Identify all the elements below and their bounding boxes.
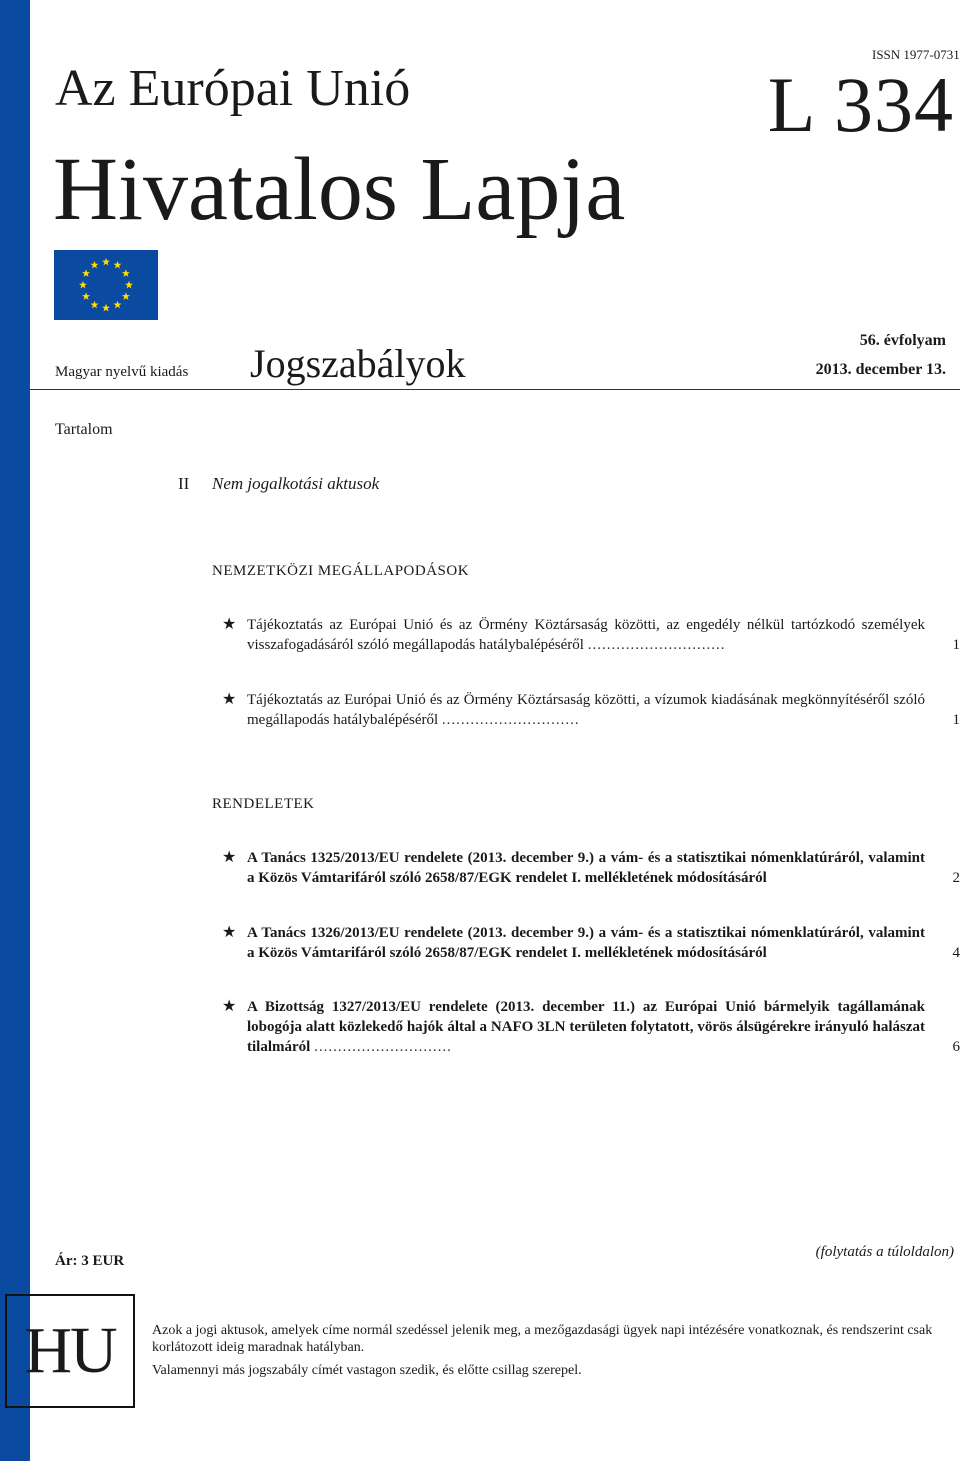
category-title: RENDELETEK xyxy=(212,796,315,812)
contents-label: Tartalom xyxy=(55,421,113,438)
issn: ISSN 1977-0731 xyxy=(872,47,960,62)
contents-entry[interactable] xyxy=(222,997,960,1057)
entry-title[interactable]: Tájékoztatás az Európai Unió és az Örmény Köztársaság közötti, a vízumok kiadásának megkönnyítéséről szóló megállapodás hatálybalépéséről xyxy=(247,692,925,728)
flag-star xyxy=(114,301,122,309)
blue-side-bar xyxy=(0,0,30,1461)
flag-star xyxy=(91,261,99,269)
entry-title[interactable]: Tájékoztatás az Európai Unió és az Örmény Köztársaság közötti, az engedély nélkül tartózkodó személyek visszafogadásáról szóló megállapodás hatálybalépéséről xyxy=(247,617,925,653)
star-icon: ★ xyxy=(222,998,237,1015)
eu-flag-icon xyxy=(54,250,158,320)
leader-dots: ............................. xyxy=(314,1039,452,1055)
entry-title[interactable]: A Tanács 1325/2013/EU rendelete (2013. december 9.) a vám- és a statisztikai nómenklatúráról, valamint a Közös Vámtarifáról szóló 2658/87/EGK rendelet I. mellékletének módosításáról xyxy=(247,850,925,886)
category-title: NEMZETKÖZI MEGÁLLAPODÁSOK xyxy=(212,563,470,579)
part-number: II xyxy=(178,474,190,493)
leader-dots: ............................. xyxy=(441,712,580,728)
star-icon: ★ xyxy=(222,616,237,633)
issue-date: 2013. december 13. xyxy=(815,361,946,378)
footer-note-normal: Azok a jogi aktusok, amelyek címe normál szedéssel jelenik meg, a mezőgazdasági ügyek napi intézésére vonatkoznak, és rendszerint csak korlátozott ideig maradnak hatályban. xyxy=(152,1323,933,1355)
footer-note-bold: Valamennyi más jogszabály címét vastagon szedik, és előtte csillag szerepel. xyxy=(152,1363,582,1378)
part-title: Nem jogalkotási aktusok xyxy=(212,474,380,493)
star-icon: ★ xyxy=(222,849,237,866)
entry-page: 4 xyxy=(952,945,960,961)
header-divider xyxy=(30,389,960,390)
flag-star xyxy=(122,269,130,277)
contents-entry[interactable] xyxy=(222,848,960,888)
flag-star xyxy=(91,301,99,309)
edition-label: Magyar nyelvű kiadás xyxy=(55,364,189,380)
section-title: Jogszabályok xyxy=(250,341,466,386)
contents-entry[interactable] xyxy=(222,690,960,730)
entry-title[interactable]: A Bizottság 1327/2013/EU rendelete (2013. december 11.) az Európai Unió bármelyik tagállamának lobogója alatt közlekedő hajók által a NAFO 3LN területen folytatott, vörös álsügérekre irányuló halászat tilalmáról xyxy=(247,999,925,1055)
contents-entry[interactable] xyxy=(222,923,960,963)
leader-dots: ............................. xyxy=(587,637,726,653)
flag-star xyxy=(122,292,130,300)
star-icon: ★ xyxy=(222,691,237,708)
flag-star xyxy=(82,269,90,277)
continued-note: (folytatás a túloldalon) xyxy=(815,1244,954,1260)
language-code: HU xyxy=(24,1314,116,1387)
flag-star xyxy=(79,281,87,289)
star-icon: ★ xyxy=(222,924,237,941)
flag-star xyxy=(125,281,133,289)
series-number: L 334 xyxy=(767,61,954,148)
flag-star xyxy=(114,261,122,269)
journal-title-line1: Az Európai Unió xyxy=(55,60,411,117)
entry-page: 6 xyxy=(952,1039,960,1055)
flag-star xyxy=(102,304,110,312)
entry-page: 2 xyxy=(952,870,960,886)
volume: 56. évfolyam xyxy=(859,332,946,349)
entry-page: 1 xyxy=(952,637,960,653)
entry-title[interactable]: A Tanács 1326/2013/EU rendelete (2013. december 9.) a vám- és a statisztikai nómenklatúráról, valamint a Közös Vámtarifáról szóló 2658/87/EGK rendelet I. mellékletének módosításáról xyxy=(247,925,925,961)
journal-title-line2: Hivatalos Lapja xyxy=(53,140,626,239)
flag-star xyxy=(102,258,110,266)
price: Ár: 3 EUR xyxy=(55,1253,125,1269)
flag-star xyxy=(82,292,90,300)
language-code-box xyxy=(5,1294,135,1408)
contents-entry[interactable] xyxy=(222,615,960,655)
entry-page: 1 xyxy=(952,712,960,728)
